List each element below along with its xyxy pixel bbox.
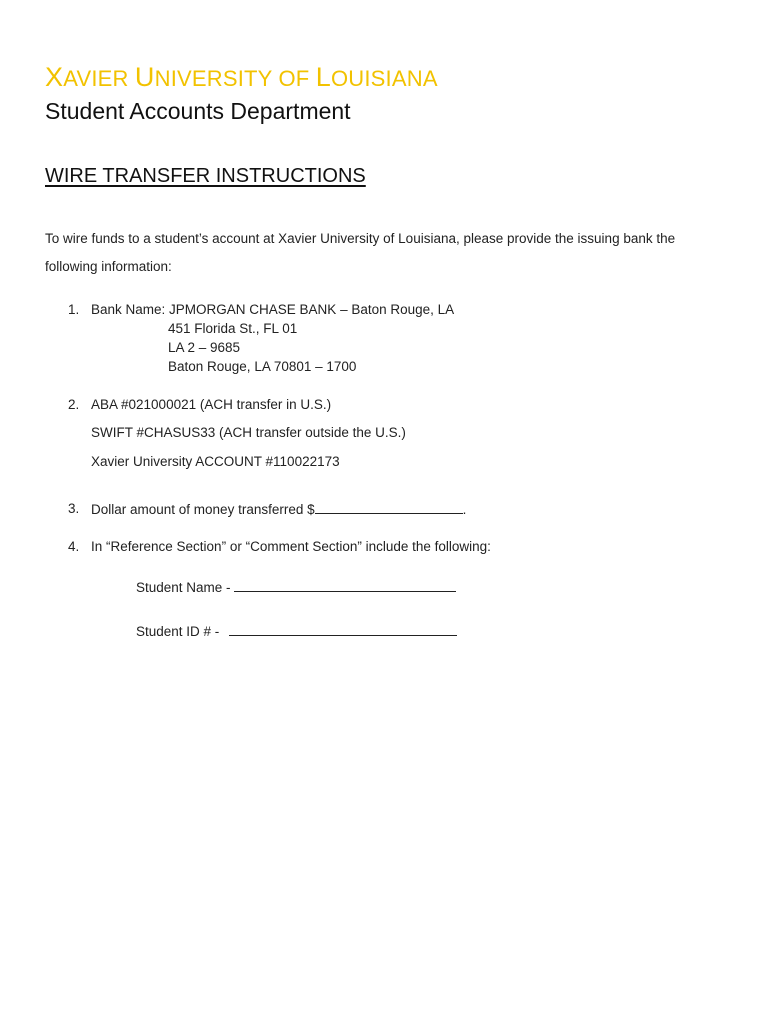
student-name-blank[interactable] (234, 579, 456, 592)
department-title: Student Accounts Department (45, 98, 351, 124)
dollar-amount-label: Dollar amount of money transferred $ (91, 502, 315, 517)
university-name: XAVIER UNIVERSITY OF LOUISIANA (45, 62, 438, 92)
swift-code: SWIFT #CHASUS33 (ACH transfer outside the U.S.) (91, 425, 406, 440)
bank-address-line-1: 451 Florida St., FL 01 (168, 321, 298, 336)
student-id-label: Student ID # - (136, 624, 220, 639)
item-number-2: 2. (68, 397, 80, 412)
item-number-4: 4. (68, 539, 80, 554)
account-number: Xavier University ACCOUNT #110022173 (91, 454, 340, 469)
reference-instruction: In “Reference Section” or “Comment Section” include the following: (91, 539, 491, 554)
intro-paragraph: To wire funds to a student’s account at Xavier University of Louisiana, please provide the issuing bank the following information: (45, 231, 676, 274)
document-title: WIRE TRANSFER INSTRUCTIONS (45, 165, 366, 187)
student-name-label: Student Name - (136, 580, 231, 595)
bank-address-line-2: LA 2 – 9685 (168, 340, 241, 355)
student-name-line (136, 579, 456, 595)
item-number-3: 3. (68, 501, 80, 516)
student-id-line (136, 623, 457, 639)
dollar-amount-suffix: . (462, 502, 467, 517)
bank-address-line-3: Baton Rouge, LA 70801 – 1700 (168, 359, 357, 374)
dollar-amount-line (91, 501, 466, 517)
aba-number: ABA #021000021 (ACH transfer in U.S.) (91, 397, 332, 412)
student-id-blank[interactable] (229, 623, 457, 636)
item-number-1: 1. (68, 302, 80, 317)
dollar-amount-blank[interactable] (315, 501, 463, 514)
bank-name: Bank Name: JPMORGAN CHASE BANK – Baton Rouge, LA (91, 302, 455, 317)
